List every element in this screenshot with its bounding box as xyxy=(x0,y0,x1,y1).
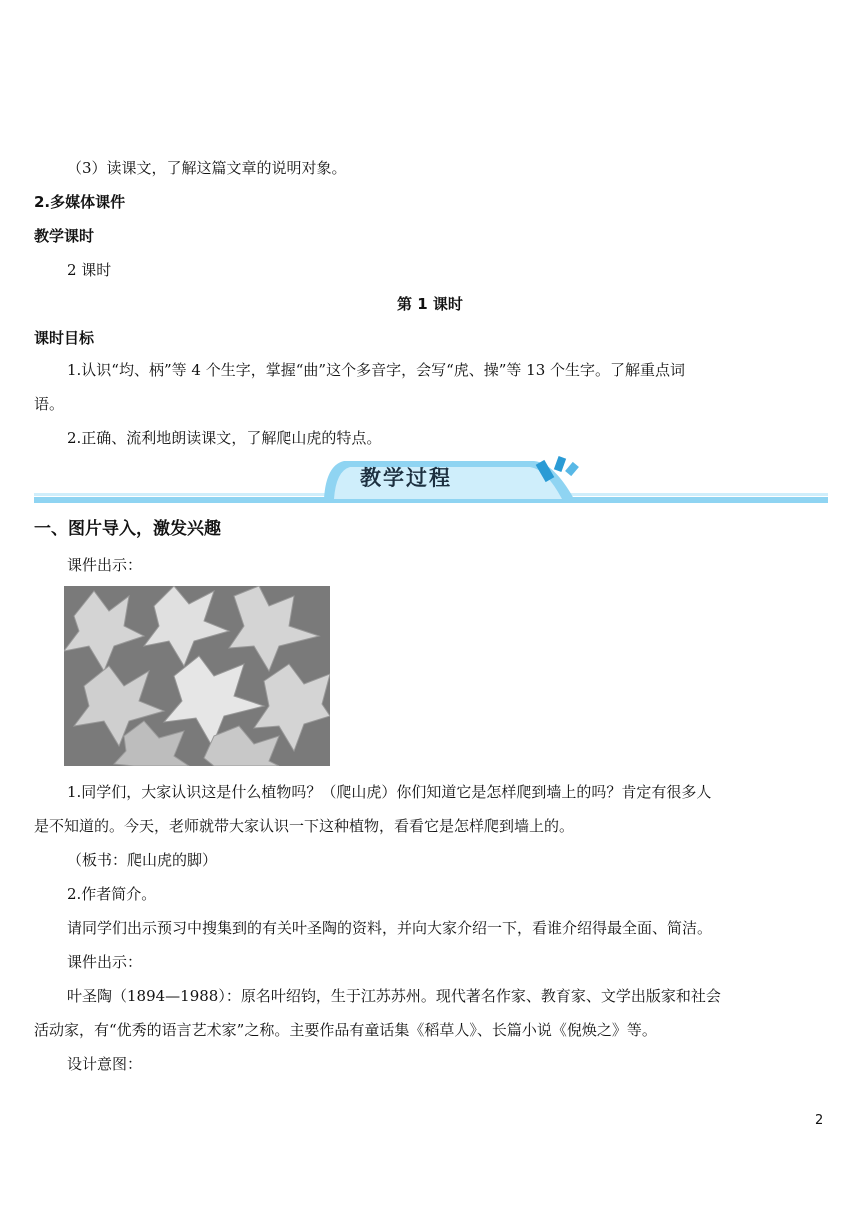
text-line: 课件出示： xyxy=(67,556,143,574)
section-heading: 一、图片导入，激发兴趣 xyxy=(34,519,221,539)
text-line: 叶圣陶（1894—1988）：原名叶绍钧，生于江苏苏州。现代著名作家、教育家、文学出版家和社会 xyxy=(67,987,721,1005)
text-line: 课件出示： xyxy=(67,953,143,971)
banner-title: 教学过程 xyxy=(360,466,452,490)
ivy-leaves-photo xyxy=(64,586,330,766)
text-line: 活动家，有“优秀的语言艺术家”之称。主要作品有童话集《稻草人》、长篇小说《倪焕之》等。 xyxy=(34,1021,657,1039)
page-number: 2 xyxy=(815,1113,824,1128)
text-line: 1.同学们，大家认识这是什么植物吗？（爬山虎）你们知道它是怎样爬到墙上的吗？肯定有很多人 xyxy=(67,783,712,801)
text-line: 2.作者简介。 xyxy=(67,885,157,903)
text-line: 2.正确、流利地朗读课文，了解爬山虎的特点。 xyxy=(67,429,382,447)
text-line: （板书：爬山虎的脚） xyxy=(67,851,218,869)
text-line: 1.认识“均、柄”等 4 个生字，掌握“曲”这个多音字，会写“虎、操”等 13 个生字。了解重点词 xyxy=(67,361,686,379)
text-line: 是不知道的。今天，老师就带大家认识一下这种植物，看看它是怎样爬到墙上的。 xyxy=(34,817,575,835)
subheading: 课时目标 xyxy=(34,329,95,347)
text-line: 2 课时 xyxy=(67,261,112,279)
lesson-title: 第 1 课时 xyxy=(397,295,463,313)
text-line: 设计意图： xyxy=(67,1055,143,1073)
subheading: 2.多媒体课件 xyxy=(34,193,126,211)
text-line: 请同学们出示预习中搜集到的有关叶圣陶的资料，并向大家介绍一下，看谁介绍得最全面、简洁。 xyxy=(67,919,713,937)
subheading: 教学课时 xyxy=(34,227,95,245)
text-line: 语。 xyxy=(34,395,65,413)
text-line: （3）读课文，了解这篇文章的说明对象。 xyxy=(67,159,347,177)
